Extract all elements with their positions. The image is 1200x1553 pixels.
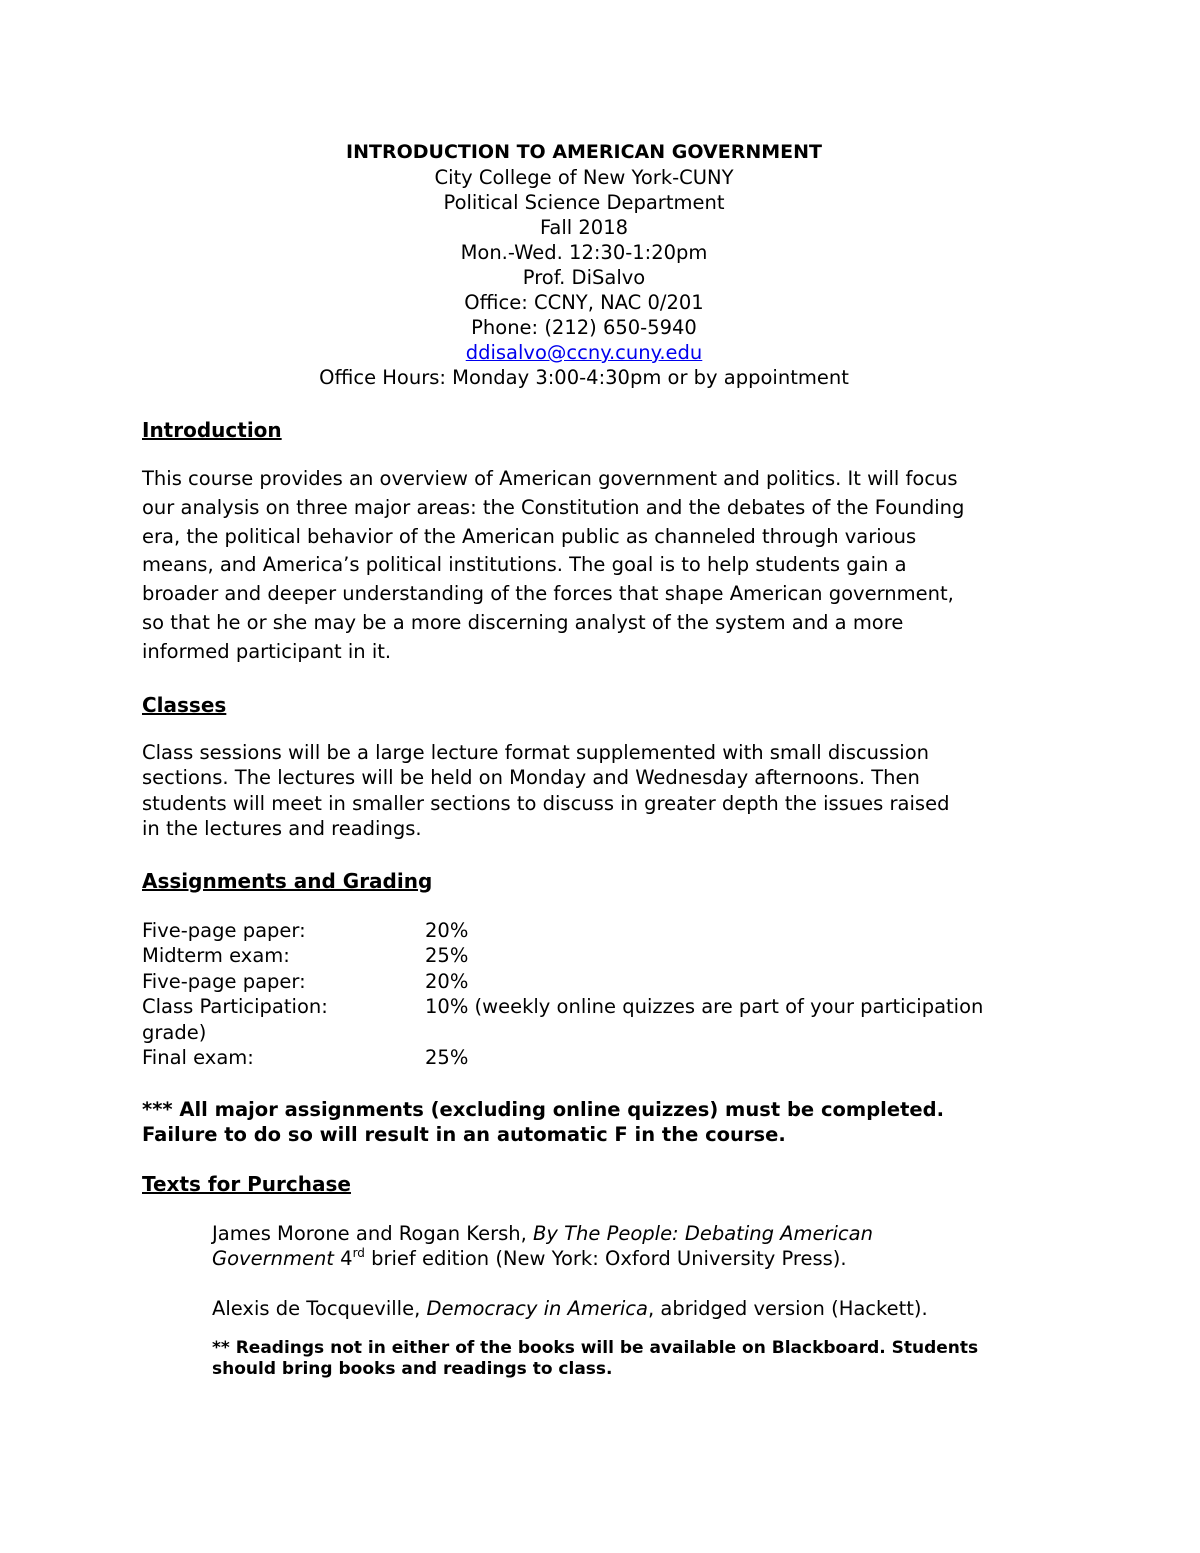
course-title: INTRODUCTION TO AMERICAN GOVERNMENT <box>346 141 822 163</box>
note-line: ** Readings not in either of the books will be available on Blackboard. Students <box>212 1338 979 1359</box>
book-title: Government <box>212 1247 334 1271</box>
paragraph-line: our analysis on three major areas: the Constitution and the debates of the Founding <box>142 495 965 519</box>
phone-number: Phone: (212) 650-5940 <box>471 316 697 339</box>
grade-row <box>142 918 1052 944</box>
email-link[interactable]: ddisalvo@ccny.cuny.edu <box>465 341 703 364</box>
readings-note <box>212 1338 1052 1380</box>
book-entry <box>212 1221 1052 1272</box>
grade-row <box>142 1020 1052 1046</box>
paragraph-line: broader and deeper understanding of the forces that shape American government, <box>142 582 954 606</box>
warning-line: Failure to do so will result in an automatic F in the course. <box>142 1123 786 1147</box>
introduction-paragraph <box>142 465 1052 667</box>
grade-value: 20% <box>425 969 469 993</box>
book-authors: Alexis de Tocqueville, <box>212 1296 427 1320</box>
warning-line: *** All major assignments (excluding online quizzes) must be completed. <box>142 1097 944 1121</box>
paragraph-line: Class sessions will be a large lecture format supplemented with small discussion <box>142 740 929 764</box>
introduction-heading: Introduction <box>142 418 282 442</box>
grade-label: grade) <box>142 1020 207 1044</box>
paragraph-line: era, the political behavior of the American public as channeled through various <box>142 524 917 548</box>
grade-label: Midterm exam: <box>142 944 290 968</box>
note-line: should bring books and readings to class. <box>212 1359 613 1380</box>
classes-paragraph <box>142 740 1052 842</box>
grade-value <box>425 1020 1052 1046</box>
grade-label: Class Participation: <box>142 995 328 1019</box>
professor-name: Prof. DiSalvo <box>522 266 646 289</box>
college-name: City College of New York-CUNY <box>434 166 734 189</box>
grading-heading: Assignments and Grading <box>142 868 433 893</box>
book-publisher: , abridged version (Hackett). <box>647 1296 928 1320</box>
grade-label: Final exam: <box>142 1046 254 1070</box>
paragraph-line: students will meet in smaller sections to discuss in greater depth the issues raised <box>142 791 950 815</box>
syllabus-page <box>142 140 1052 1380</box>
grade-label: Five-page paper: <box>142 969 306 993</box>
edition-suffix: rd <box>352 1246 365 1261</box>
paragraph-line: sections. The lectures will be held on Monday and Wednesday afternoons. Then <box>142 766 920 790</box>
paragraph-line: means, and America’s political institutions. The goal is to help students gain a <box>142 553 907 577</box>
department-name: Political Science Department <box>443 191 725 214</box>
class-schedule: Mon.-Wed. 12:30-1:20pm <box>460 241 708 264</box>
grading-table <box>142 918 1052 1071</box>
book-edition: 4 <box>333 1247 353 1271</box>
book-entry <box>212 1296 1052 1322</box>
office-location: Office: CCNY, NAC 0/201 <box>464 291 704 314</box>
completion-warning <box>142 1097 1052 1148</box>
course-header <box>126 140 1042 390</box>
book-title: By The People: Debating American <box>533 1221 873 1245</box>
grade-label: Five-page paper: <box>142 918 306 942</box>
book-authors: James Morone and Rogan Kersh, <box>212 1221 533 1245</box>
paragraph-line: This course provides an overview of American government and politics. It will focus <box>142 467 958 490</box>
paragraph-line: so that he or she may be a more discerning analyst of the system and a more <box>142 610 904 634</box>
paragraph-line: informed participant in it. <box>142 639 392 663</box>
grade-value: 25% <box>425 944 469 968</box>
term: Fall 2018 <box>539 216 629 239</box>
grade-row <box>142 969 1052 995</box>
book-publisher: brief edition (New York: Oxford University Press). <box>364 1247 847 1271</box>
texts-heading: Texts for Purchase <box>142 1171 351 1196</box>
book-title: Democracy in America <box>426 1296 648 1320</box>
grade-row <box>142 1045 1052 1071</box>
classes-heading: Classes <box>142 692 227 717</box>
office-hours: Office Hours: Monday 3:00-4:30pm or by appointment <box>319 366 849 389</box>
grade-row <box>142 994 1052 1020</box>
paragraph-line: in the lectures and readings. <box>142 817 422 841</box>
grade-value: 25% <box>425 1046 469 1070</box>
grade-row <box>142 943 1052 969</box>
grade-value: 10% (weekly online quizzes are part of your participation <box>425 995 984 1019</box>
grade-value: 20% <box>425 918 469 942</box>
